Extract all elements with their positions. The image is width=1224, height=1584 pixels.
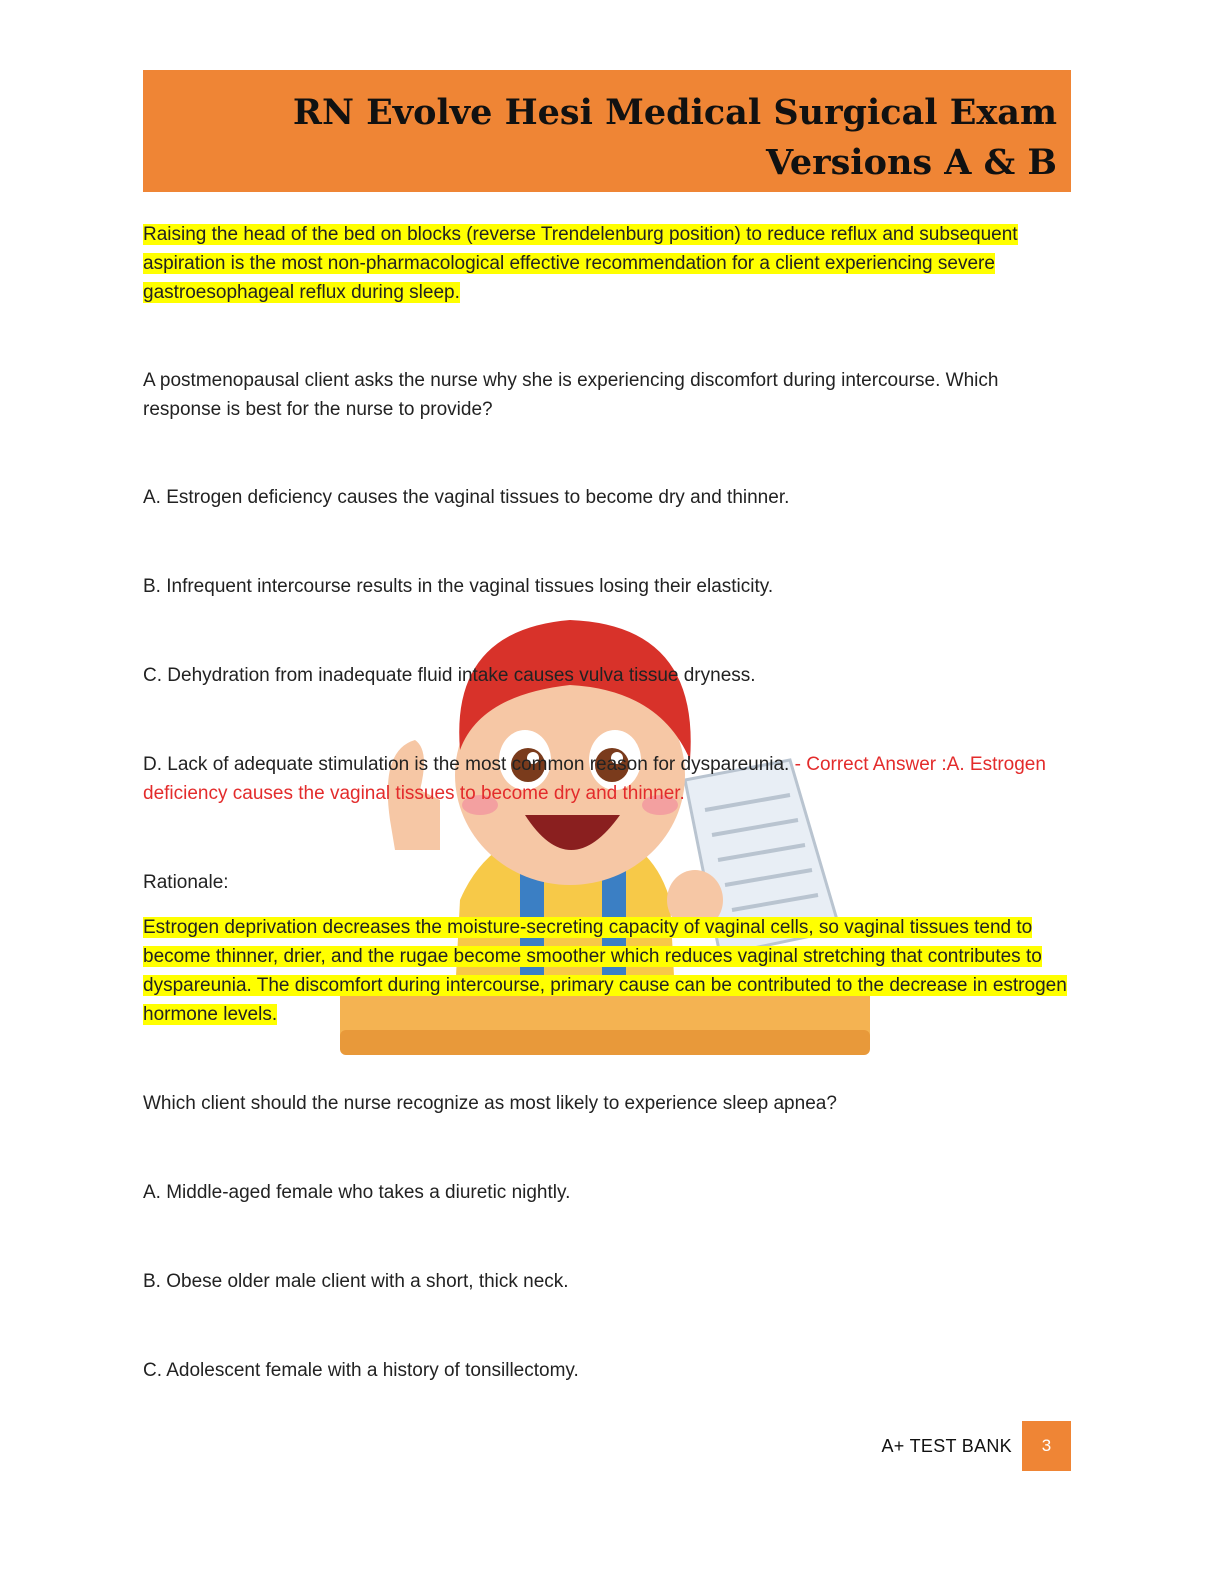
q2-question: Which client should the nurse recognize as most likely to experience sleep apnea? [143, 1093, 837, 1114]
q2-option-a: A. Middle-aged female who takes a diuretic nightly. [143, 1182, 571, 1203]
title-line-2: Versions A & B [765, 142, 1057, 183]
q1-option-a: A. Estrogen deficiency causes the vaginal tissues to become dry and thinner. [143, 487, 790, 508]
q1-option-d-paragraph [143, 750, 1073, 808]
footer-label: A+ TEST BANK [881, 1436, 1012, 1456]
rationale-highlight: Estrogen deprivation decreases the moisture-secreting capacity of vaginal cells, so vaginal tissues tend to become thinner, drier, and the rugae become smoother which reduces vaginal stretching that contributes to dyspareunia. The discomfort during intercourse, primary cause can be contributed to the decrease in estrogen hormone levels. [143, 917, 1067, 1025]
q2-option-b: B. Obese older male client with a short, thick neck. [143, 1271, 569, 1292]
intro-highlight: Raising the head of the bed on blocks (reverse Trendelenburg position) to reduce reflux and subsequent aspiration is the most non-pharmacological effective recommendation for a client experiencing severe gastroesophageal reflux during sleep. [143, 224, 1018, 303]
q1-option-b: B. Infrequent intercourse results in the vaginal tissues losing their elasticity. [143, 576, 774, 597]
title-line-1: RN Evolve Hesi Medical Surgical Exam [292, 92, 1057, 133]
q2-option-c: C. Adolescent female with a history of tonsillectomy. [143, 1360, 579, 1381]
rationale-label: Rationale: [143, 872, 229, 893]
q1-option-c: C. Dehydration from inadequate fluid intake causes vulva tissue dryness. [143, 665, 756, 686]
q1-question: A postmenopausal client asks the nurse why she is experiencing discomfort during intercourse. Which response is best for the nurse to provide? [143, 370, 999, 420]
q1-correct-answer: - Correct Answer :A. Estrogen deficiency causes the vaginal tissues to become dry and thinner. [143, 754, 1046, 804]
page-title [143, 88, 1057, 188]
page-number: 3 [1022, 1421, 1071, 1471]
document-body [143, 220, 1073, 1385]
rationale-paragraph [143, 913, 1073, 1029]
q1-option-d: D. Lack of adequate stimulation is the most common reason for dyspareunia. [143, 754, 790, 775]
intro-paragraph [143, 220, 1073, 307]
header-banner [143, 70, 1071, 192]
